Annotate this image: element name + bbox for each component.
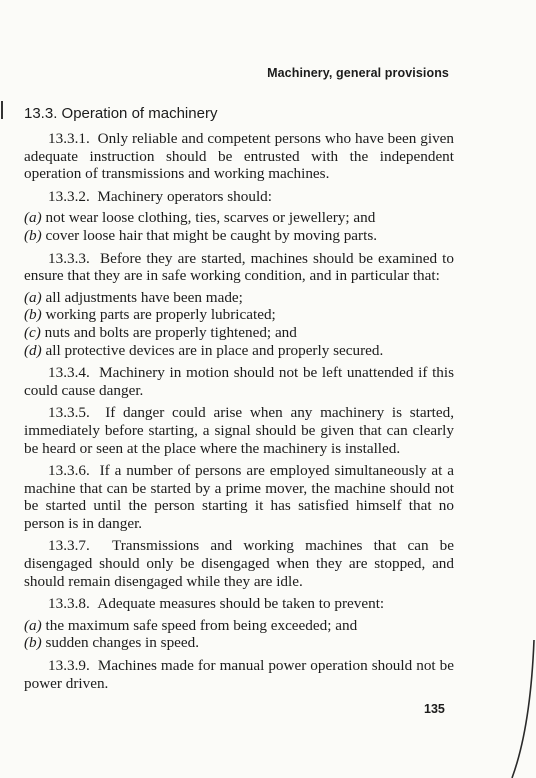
list-item-text: all adjustments have been made;: [45, 288, 243, 306]
list-item: [24, 617, 454, 635]
paragraph-text: Machinery in motion should not be left unattended if this could cause danger.: [24, 364, 455, 399]
paragraph: [24, 130, 454, 183]
list-item-text: sudden changes in speed.: [45, 634, 200, 652]
page-edge-curve: [506, 640, 536, 778]
paragraph-number: 13.3.1.: [48, 130, 90, 147]
paragraph: [24, 657, 454, 692]
page-number: 135: [424, 702, 445, 716]
paragraph-text: Adequate measures should be taken to prevent:: [97, 595, 385, 613]
list-item: [24, 342, 454, 360]
paragraph-text: If danger could arise when any machinery is started, immediately before starting, a signal should be given that can clearly be heard or seen at the place where the machinery is installed.: [24, 404, 455, 457]
list-item: [24, 209, 454, 227]
paragraph: [24, 404, 454, 457]
list-item-label: (b): [24, 634, 42, 652]
list-item: [24, 324, 454, 342]
paragraph-number: 13.3.3.: [48, 249, 90, 267]
list-item: [24, 289, 454, 307]
paragraph-text: If a number of persons are employed simultaneously at a machine that can be started by a prime mover, the machine should not be started until the person starting it has satisfied himself that no person is in danger.: [24, 462, 454, 532]
paragraph-text: Machinery operators should:: [97, 187, 272, 205]
running-head: Machinery, general provisions: [267, 66, 449, 80]
list-item-label: (b): [24, 226, 42, 244]
paragraph-number: 13.3.5.: [48, 404, 90, 422]
list-item-text: working parts are properly lubricated;: [45, 306, 276, 324]
section-body: [24, 130, 454, 692]
list-item-text: cover loose hair that might be caught by moving parts.: [45, 226, 378, 244]
scan-edge-mark: [1, 101, 3, 119]
list-item-text: nuts and bolts are properly tightened; and: [44, 323, 297, 341]
list-item-text: not wear loose clothing, ties, scarves or jewellery; and: [45, 209, 376, 227]
paragraph-number: 13.3.2.: [48, 187, 90, 205]
paragraph: [24, 364, 454, 399]
list-item-text: the maximum safe speed from being exceeded; and: [45, 616, 358, 634]
paragraph: [24, 537, 454, 590]
list-item: [24, 634, 454, 652]
paragraph-text: Transmissions and working machines that can be disengaged should only be disengaged when they are stopped, and should remain disengaged while they are idle.: [24, 537, 454, 590]
paragraph-number: 13.3.4.: [48, 364, 90, 382]
paragraph-number: 13.3.6.: [48, 462, 90, 480]
list-item-label: (a): [24, 288, 42, 306]
section-title: 13.3. Operation of machinery: [24, 105, 218, 122]
paragraph: [24, 462, 454, 532]
paragraph-text: Before they are started, machines should be examined to ensure that they are in safe working condition, and in particular that:: [24, 249, 454, 285]
paragraph-number: 13.3.7.: [48, 537, 90, 555]
list-item: [24, 227, 454, 245]
paragraph-text: Machines made for manual power operation should not be power driven.: [24, 657, 455, 692]
paragraph-text: Only reliable and competent persons who have been given adequate instruction should be entrusted with the independent operation of transmissions and working machines.: [24, 130, 455, 183]
list-item-label: (a): [24, 616, 42, 634]
paragraph-number: 13.3.8.: [48, 595, 90, 613]
list-item-label: (a): [24, 209, 42, 227]
list-item-label: (d): [24, 341, 42, 359]
list-item: [24, 306, 454, 324]
list-item-text: all protective devices are in place and properly secured.: [45, 341, 384, 359]
paragraph: [24, 595, 454, 613]
paragraph-number: 13.3.9.: [48, 657, 90, 675]
paragraph: [24, 188, 454, 206]
paragraph: [24, 250, 454, 285]
list-item-label: (b): [24, 306, 42, 324]
list-item-label: (c): [24, 323, 41, 341]
